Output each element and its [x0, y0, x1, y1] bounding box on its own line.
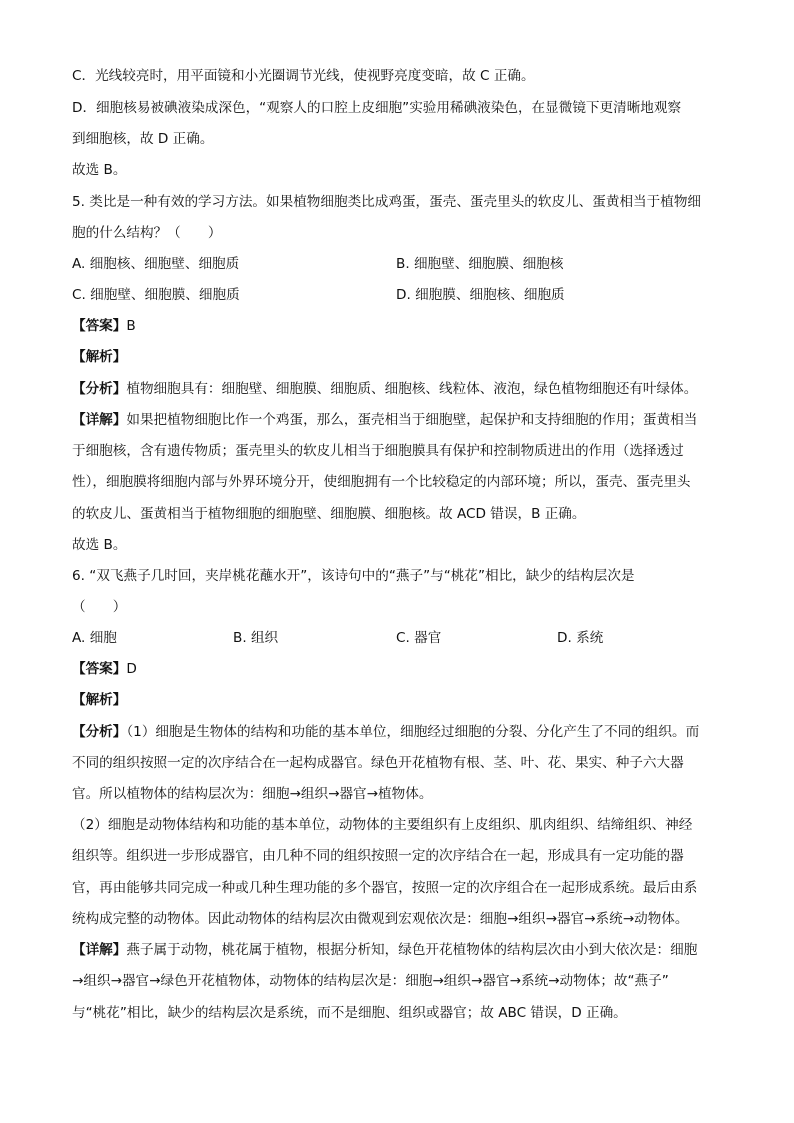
q4-conclusion: 故选 B。 — [72, 162, 127, 178]
q6-xiangjie-line3: 与“桃花”相比，缺少的结构层次是系统，而不是细胞、组织或器官；故 ABC 错误，D 正确。 — [72, 1005, 627, 1021]
q6-analysis-heading — [72, 690, 126, 710]
q6-fenxi-line7: 统构成完整的动物体。因此动物体的结构层次由微观到宏观依次是：细胞→组织→器官→系统→动物体。 — [72, 911, 689, 927]
fenxi-text: 植物细胞具有：细胞壁、细胞膜、细胞质、细胞核、线粒体、液泡，绿色植物细胞还有叶绿体。 — [126, 381, 698, 397]
q4-option-d-explanation-line2: 到细胞核，故 D 正确。 — [72, 131, 214, 147]
answer-value: D — [126, 661, 137, 677]
q5-xiangjie-line2: 于细胞核，含有遗传物质；蛋壳里头的软皮儿相当于细胞膜具有保护和控制物质进出的作用（选择透过 — [72, 443, 684, 459]
xiangjie-tag: 【详解】 — [72, 412, 127, 428]
xiangjie-text: 如果把植物细胞比作一个鸡蛋，那么，蛋壳相当于细胞壁，起保护和支持细胞的作用；蛋黄相当 — [126, 412, 698, 428]
q5-stem-line1: 5. 类比是一种有效的学习方法。如果植物细胞类比成鸡蛋，蛋壳、蛋壳里头的软皮儿、蛋黄相当于植物细 — [72, 194, 702, 210]
q5-option-c: C. 细胞壁、细胞膜、细胞质 — [72, 287, 240, 303]
q6-fenxi-line2: 不同的组织按照一定的次序结合在一起构成器官。绿色开花植物有根、茎、叶、花、果实、种子六大器 — [72, 755, 684, 771]
q6-option-a: A. 细胞 — [72, 630, 117, 646]
q6-fenxi-line1 — [72, 722, 699, 742]
xiangjie-text: 燕子属于动物，桃花属于植物，根据分析知，绿色开花植物体的结构层次由小到大依次是：细胞 — [126, 942, 698, 958]
analysis-tag: 【解析】 — [72, 349, 127, 365]
q6-stem-line1: 6. “双飞燕子几时回，夹岸桃花蘸水开”，该诗句中的“燕子”与“桃花”相比，缺少的结构层次是 — [72, 568, 635, 584]
q6-option-b: B. 组织 — [233, 630, 279, 646]
answer-tag: 【答案】 — [72, 318, 127, 334]
answer-tag: 【答案】 — [72, 661, 127, 677]
q6-option-d: D. 系统 — [557, 630, 604, 646]
q5-answer — [72, 316, 136, 336]
q5-analysis-heading — [72, 347, 126, 367]
q6-stem-line2: （ ） — [72, 599, 127, 615]
q4-option-d-explanation-line1: D．细胞核易被碘液染成深色，“观察人的口腔上皮细胞”实验用稀碘液染色，在显微镜下更清晰地观察 — [72, 100, 682, 116]
q5-option-d: D. 细胞膜、细胞核、细胞质 — [396, 287, 565, 303]
xiangjie-tag: 【详解】 — [72, 942, 127, 958]
answer-value: B — [126, 318, 136, 334]
fenxi-text: （1）细胞是生物体的结构和功能的基本单位，细胞经过细胞的分裂、分化产生了不同的组织。而 — [126, 724, 700, 740]
q5-fenxi — [72, 379, 697, 399]
fenxi-tag: 【分析】 — [72, 724, 127, 740]
q6-answer — [72, 659, 137, 679]
q6-fenxi-line6: 官，再由能够共同完成一种或几种生理功能的多个器官，按照一定的次序组合在一起形成系统。最后由系 — [72, 880, 698, 896]
q6-xiangjie-line2: →组织→器官→绿色开花植物体，动物体的结构层次是：细胞→组织→器官→系统→动物体；故“燕子” — [72, 973, 669, 989]
q5-option-a: A. 细胞核、细胞壁、细胞质 — [72, 256, 240, 272]
q6-xiangjie-line1 — [72, 940, 697, 960]
q5-conclusion: 故选 B。 — [72, 537, 127, 553]
q5-xiangjie-line3: 性），细胞膜将细胞内部与外界环境分开，使细胞拥有一个比较稳定的内部环境；所以，蛋壳、蛋壳里头 — [72, 474, 691, 490]
analysis-tag: 【解析】 — [72, 692, 127, 708]
fenxi-tag: 【分析】 — [72, 381, 127, 397]
q6-fenxi-line4: （2）细胞是动物体结构和功能的基本单位，动物体的主要组织有上皮组织、肌肉组织、结缔组织、神经 — [72, 817, 693, 833]
q6-fenxi-line3: 官。所以植物体的结构层次为：细胞→组织→器官→植物体。 — [72, 786, 433, 802]
q6-option-c: C. 器官 — [396, 630, 442, 646]
q6-fenxi-line5: 组织等。组织进一步形成器官，由几种不同的组织按照一定的次序结合在一起，形成具有一定功能的器 — [72, 848, 684, 864]
q5-option-b: B. 细胞壁、细胞膜、细胞核 — [396, 256, 564, 272]
q5-stem-line2: 胞的什么结构？（ ） — [72, 225, 222, 241]
q5-xiangjie-line4: 的软皮儿、蛋黄相当于植物细胞的细胞壁、细胞膜、细胞核。故 ACD 错误，B 正确。 — [72, 506, 586, 522]
q5-xiangjie-line1 — [72, 410, 697, 430]
q4-option-c-explanation: C．光线较亮时，用平面镜和小光圈调节光线，使视野亮度变暗，故 C 正确。 — [72, 68, 535, 84]
